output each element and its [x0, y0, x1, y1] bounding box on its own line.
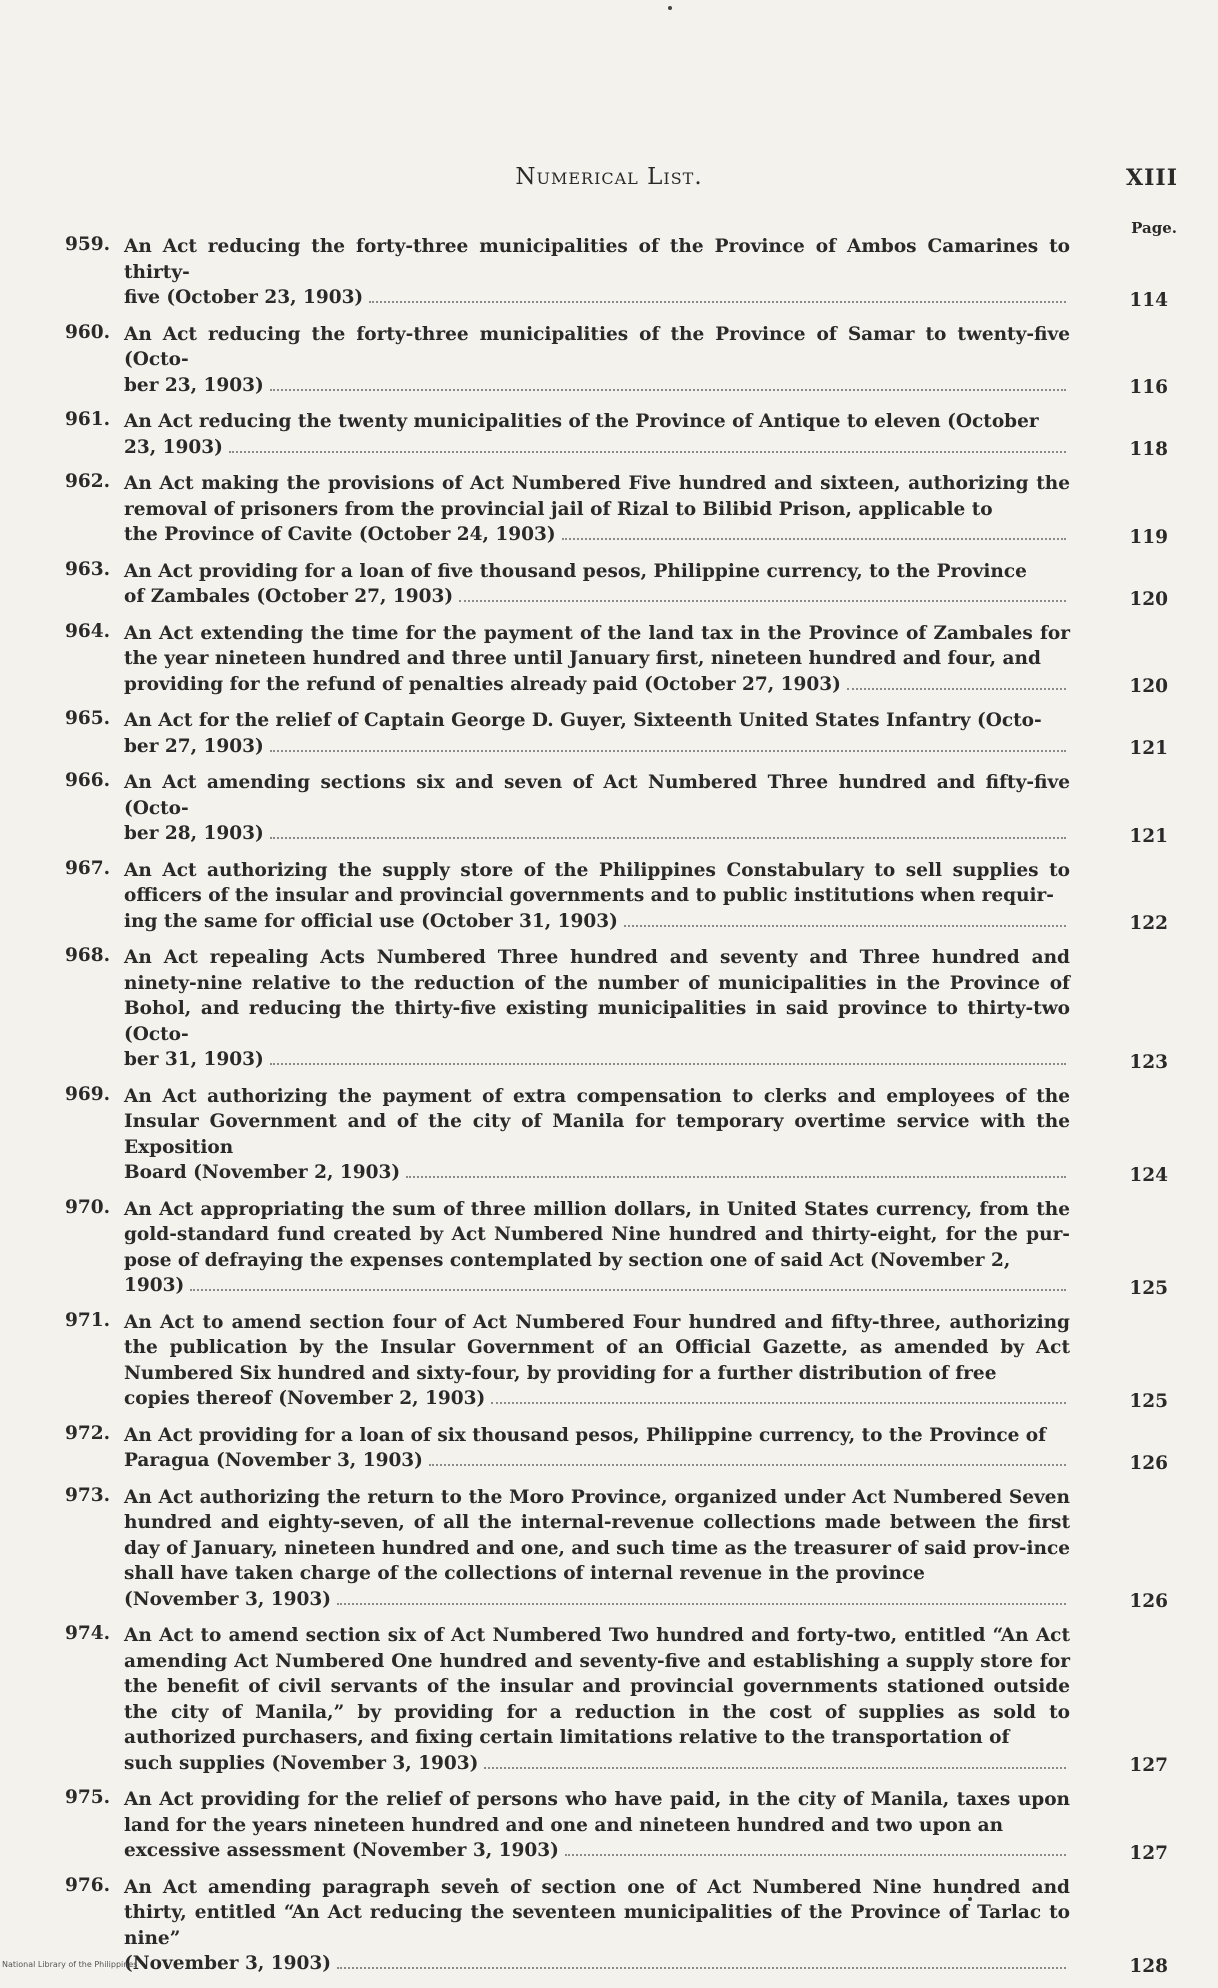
page-reference: 120: [1129, 676, 1168, 697]
list-item: [60, 322, 1180, 399]
act-number: 975.: [65, 1787, 111, 1808]
act-title-body: An Act providing for a loan of five thousand pesos, Philippine currency, to the Province: [124, 560, 1027, 582]
list-item: [60, 1197, 1180, 1299]
dot-leader: [406, 1176, 1066, 1178]
act-title-final-line: [124, 522, 1070, 548]
page-reference: 127: [1129, 1755, 1168, 1776]
act-title-final-line: [124, 821, 1070, 847]
act-title-body: An Act reducing the forty-three municipalities of the Province of Samar to twenty-five (Octo-: [124, 323, 1070, 370]
act-date: ber 23, 1903): [124, 374, 264, 396]
dot-leader: [562, 538, 1066, 540]
act-title: [124, 559, 1070, 610]
act-title-final-line: [124, 1047, 1070, 1073]
list-item: [60, 945, 1180, 1073]
dot-leader: [624, 925, 1066, 927]
dot-leader: [337, 1967, 1066, 1969]
act-date: Paragua (November 3, 1903): [124, 1450, 423, 1471]
dot-leader: [429, 1464, 1066, 1466]
act-date: providing for the refund of penalties already paid (October 27, 1903): [124, 673, 841, 695]
dot-leader: [270, 750, 1066, 752]
page-reference: 116: [1129, 377, 1168, 398]
act-date: (November 3, 1903): [124, 1588, 331, 1610]
act-title-body: An Act providing for the relief of persons who have paid, in the city of Manila, taxes upon land for the years nineteen hundred and one and nineteen hundred and two upon an: [124, 1789, 1070, 1836]
act-number: 972.: [65, 1422, 111, 1444]
act-title: [124, 858, 1070, 935]
act-title-final-line: [124, 1751, 1070, 1777]
act-number: 960.: [65, 321, 111, 343]
dot-leader: [270, 389, 1066, 391]
page-reference: 121: [1129, 825, 1168, 847]
act-date: Board (November 2, 1903): [124, 1162, 401, 1183]
list-item: [60, 1423, 1180, 1474]
page-reference: 118: [1129, 439, 1168, 460]
act-title-body: An Act appropriating the sum of three million dollars, in United States currency, from the gold-standard fund created by Act Numbered Nine hundred and thirty-eight, for the pur-pose of defraying the expenses contemplated by section one of said Act (November 2,: [124, 1198, 1070, 1271]
page-title: Numerical List.: [515, 164, 703, 190]
act-title-body: An Act reducing the twenty municipalities of the Province of Antique to eleven (October: [124, 411, 1039, 432]
act-title: [124, 1310, 1070, 1412]
act-number: 959.: [65, 234, 111, 255]
numerical-list: [60, 234, 1180, 1988]
act-title-final-line: [124, 1386, 1070, 1412]
act-title: [124, 322, 1070, 399]
list-item: [60, 1485, 1180, 1613]
list-item: [60, 708, 1180, 759]
list-item: [60, 471, 1180, 548]
page-reference: 125: [1129, 1277, 1168, 1299]
page-reference: 126: [1129, 1591, 1168, 1612]
act-date: ber 28, 1903): [124, 823, 264, 844]
act-title-body: An Act repealing Acts Numbered Three hundred and seventy and Three hundred and ninety-nine relative to the reduction of the number of municipalities in the Province of Bohol, and reducing the thirty-five existing municipalities in said province to thirty-two (Octo-: [124, 947, 1070, 1045]
act-title: [124, 1423, 1070, 1474]
act-title: [124, 621, 1070, 698]
act-title-body: An Act providing for a loan of six thousand pesos, Philippine currency, to the Province of: [124, 1424, 1047, 1446]
page-reference: 128: [1129, 1955, 1168, 1977]
act-title: [124, 1084, 1070, 1186]
dot-leader: [337, 1603, 1066, 1605]
act-title-body: An Act authorizing the return to the Moro Province, organized under Act Numbered Seven hundred and eighty-seven, of all the internal-revenue collections made between the first day of January, nineteen hundred and one, and such time as the treasurer of said prov-ince shall have taken charge of the collections of internal revenue in the province: [124, 1486, 1070, 1584]
act-title-final-line: [124, 1448, 1070, 1474]
act-title-body: An Act authorizing the supply store of the Philippines Constabulary to sell supplies to officers of the insular and provincial governments and to public institutions when requir-: [124, 859, 1070, 906]
act-title: [124, 471, 1070, 548]
dot-leader: [190, 1289, 1066, 1291]
act-title: [124, 708, 1070, 759]
act-title-body: An Act for the relief of Captain George D. Guyer, Sixteenth United States Infantry (Octo-: [124, 710, 1042, 731]
act-date: ing the same for official use (October 31, 1903): [124, 910, 618, 932]
list-item: [60, 1084, 1180, 1186]
act-title-final-line: [124, 435, 1070, 461]
act-title-final-line: [124, 1838, 1070, 1864]
act-number: 965.: [65, 708, 111, 729]
scan-footer-tag: National Library of the Philippines: [2, 1960, 138, 1969]
page-reference: 125: [1129, 1390, 1168, 1412]
page-reference: 122: [1129, 913, 1168, 934]
list-item: [60, 1310, 1180, 1412]
act-title-final-line: [124, 584, 1070, 610]
act-number: 971.: [65, 1309, 111, 1331]
act-title-body: An Act authorizing the payment of extra compensation to clerks and employees of the Insular Government and of the city of Manila for temporary overtime service with the Exposition: [124, 1085, 1070, 1158]
list-item: [60, 1875, 1180, 1977]
act-title-final-line: [124, 672, 1070, 698]
dot-leader: [847, 688, 1066, 690]
page-reference: 119: [1129, 526, 1168, 548]
dot-leader: [229, 451, 1066, 453]
list-item: [60, 770, 1180, 847]
page-reference: 120: [1129, 588, 1168, 610]
dot-leader: [459, 600, 1066, 602]
act-number: 962.: [65, 471, 111, 492]
act-number: 968.: [65, 945, 111, 966]
act-number: 967.: [65, 857, 111, 879]
dot-leader: [369, 301, 1066, 303]
act-date: excessive assessment (November 3, 1903): [124, 1840, 559, 1861]
act-title: [124, 234, 1070, 311]
act-number: 963.: [65, 558, 111, 580]
act-title: [124, 770, 1070, 847]
act-title-final-line: [124, 1160, 1070, 1186]
act-date: ber 27, 1903): [124, 735, 264, 757]
page-header: [0, 156, 1218, 196]
page-reference: 123: [1129, 1051, 1168, 1073]
act-number: 973.: [65, 1484, 111, 1506]
page-reference: 127: [1129, 1842, 1168, 1864]
act-title-final-line: [124, 734, 1070, 760]
dot-leader: [484, 1767, 1066, 1769]
list-item: [60, 1623, 1180, 1776]
act-title-body: An Act reducing the forty-three municipalities of the Province of Ambos Camarines to thirty-: [124, 236, 1070, 283]
page-column-label: Page.: [1131, 219, 1177, 237]
act-date: 23, 1903): [124, 436, 223, 458]
list-item: [60, 559, 1180, 610]
dot-leader: [270, 1063, 1066, 1065]
page-reference: 124: [1129, 1164, 1168, 1186]
act-number: 974.: [65, 1623, 111, 1644]
act-number: 969.: [65, 1083, 111, 1105]
act-title-body: An Act amending paragraph seven of section one of Act Numbered Nine hundred and thirty, entitled “An Act reducing the seventeen municipalities of the Province of Tarlac to nine”: [124, 1876, 1070, 1949]
list-item: [60, 858, 1180, 935]
act-date: such supplies (November 3, 1903): [124, 1752, 479, 1774]
act-date: copies thereof (November 2, 1903): [124, 1388, 486, 1409]
act-date: five (October 23, 1903): [124, 287, 364, 308]
act-title: [124, 1197, 1070, 1299]
act-date: of Zambales (October 27, 1903): [124, 586, 454, 607]
dot-leader: [565, 1854, 1066, 1856]
act-number: 961.: [65, 409, 111, 430]
act-number: 976.: [65, 1874, 111, 1896]
act-title-final-line: [124, 909, 1070, 935]
list-item: [60, 409, 1180, 460]
scan-speck: [668, 6, 672, 10]
page-number-roman: XIII: [1126, 165, 1178, 191]
act-title-body: An Act extending the time for the payment of the land tax in the Province of Zambales for the year nineteen hundred and three until January first, nineteen hundred and four, and: [124, 622, 1070, 669]
act-title: [124, 1875, 1070, 1977]
list-item: [60, 234, 1180, 311]
dot-leader: [270, 837, 1066, 839]
act-title-final-line: [124, 373, 1070, 399]
act-title-final-line: [124, 1587, 1070, 1613]
list-item: [60, 621, 1180, 698]
act-title: [124, 945, 1070, 1073]
act-title-final-line: [124, 1273, 1070, 1299]
act-title: [124, 409, 1070, 460]
page-reference: 121: [1129, 738, 1168, 759]
act-number: 964.: [65, 620, 111, 642]
act-title-body: An Act to amend section four of Act Numbered Four hundred and fifty-three, authorizing the publication by the Insular Government of an Official Gazette, as amended by Act Numbered Six hundred and sixty-four, by providing for a further distribution of free: [124, 1311, 1070, 1384]
act-number: 966.: [65, 770, 111, 791]
act-number: 970.: [65, 1196, 111, 1218]
act-title-body: An Act making the provisions of Act Numbered Five hundred and sixteen, authorizing the removal of prisoners from the provincial jail of Rizal to Bilibid Prison, applicable to: [124, 473, 1070, 520]
act-title: [124, 1623, 1070, 1776]
act-date: the Province of Cavite (October 24, 1903): [124, 524, 556, 545]
act-date: 1903): [124, 1275, 185, 1296]
act-title: [124, 1485, 1070, 1613]
act-title-final-line: [124, 285, 1070, 311]
page-reference: 114: [1129, 289, 1168, 311]
page-reference: 126: [1129, 1452, 1168, 1474]
act-title-body: An Act amending sections six and seven of Act Numbered Three hundred and fifty-five (Octo-: [124, 772, 1070, 819]
act-title: [124, 1787, 1070, 1864]
act-title-body: An Act to amend section six of Act Numbered Two hundred and forty-two, entitled “An Act amending Act Numbered One hundred and seventy-five and establishing a supply store for the benefit of civil servants of the insular and provincial governments stationed outside the city of Manila,” by providing for a reduction in the cost of supplies as sold to authorized purchasers, and fixing certain limitations relative to the transportation of: [124, 1625, 1070, 1748]
dot-leader: [491, 1402, 1066, 1404]
list-item: [60, 1787, 1180, 1864]
act-date: (November 3, 1903): [124, 1953, 331, 1974]
act-date: ber 31, 1903): [124, 1049, 264, 1070]
